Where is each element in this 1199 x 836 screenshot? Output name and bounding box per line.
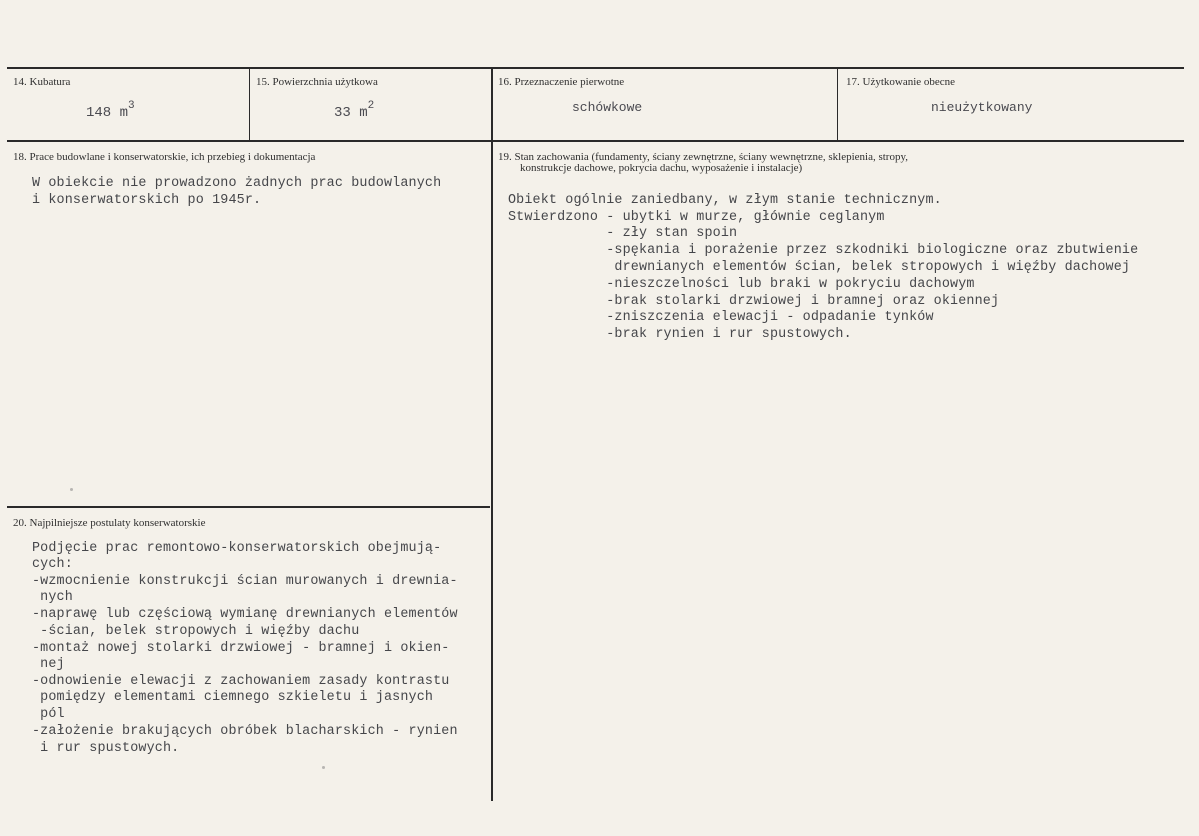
postulaty-line-9: -odnowienie elewacji z zachowaniem zasady kontrastu [32,674,450,689]
postulaty-line-11: pól [32,707,65,722]
top-col-divider-1 [249,68,250,140]
stan-zachowania-label-line-2: konstrukcje dachowe, pokrycia dachu, wyposażenie i instalacje) [520,162,803,174]
stan-zachowania-line-9: -brak rynien i rur spustowych. [508,327,852,342]
postulaty-line-12: -założenie brakujących obróbek blacharskich - rynien [32,724,458,739]
scan-speck [70,488,73,491]
stan-zachowania-line-8: -zniszczenia elewacji - odpadanie tynków [508,310,934,325]
uzytkowanie-label: 17. Użytkowanie obecne [846,76,956,88]
postulaty-line-2: cych: [32,557,73,572]
kubatura-label: 14. Kubatura [13,76,71,88]
postulaty-line-7: -montaż nowej stolarki drzwiowej - bramnej i okien- [32,641,450,656]
left-column-divider-rule [7,506,490,508]
postulaty-label: 20. Najpilniejsze postulaty konserwatorskie [13,517,206,529]
row-divider-rule [7,140,1184,142]
prace-budowlane-label: 18. Prace budowlane i konserwatorskie, ich przebieg i dokumentacja [13,151,316,163]
stan-zachowania-line-7: -brak stolarki drzwiowej i bramnej oraz okiennej [508,294,1000,309]
kubatura-value-text: 148 m [86,105,129,121]
postulaty-line-13: i rur spustowych. [32,741,180,756]
postulaty-line-8: nej [32,657,65,672]
scan-speck [322,766,325,769]
stan-zachowania-label-line-1: 19. Stan zachowania (fundamenty, ściany zewnętrzne, ściany wewnętrzne, sklepienia, stropy, [498,151,909,163]
postulaty-line-1: Podjęcie prac remontowo-konserwatorskich obejmują- [32,541,442,556]
top-col-divider-3 [837,68,838,140]
uzytkowanie-value: nieużytkowany [931,100,1033,115]
stan-zachowania-line-2: Stwierdzono - ubytki w murze, głównie ceglanym [508,210,885,225]
kubatura-unit-exponent: 3 [128,100,135,112]
stan-zachowania-line-4: -spękania i porażenie przez szkodniki biologiczne oraz zbutwienie [508,243,1139,258]
prace-budowlane-line-2: i konserwatorskich po 1945r. [32,193,262,208]
postulaty-line-4: nych [32,590,73,605]
przeznaczenie-label: 16. Przeznaczenie pierwotne [498,76,625,88]
powierzchnia-label: 15. Powierzchnia użytkowa [256,76,378,88]
stan-zachowania-line-5: drewnianych elementów ścian, belek stropowych i więźby dachowej [508,260,1131,275]
powierzchnia-value [334,100,374,121]
kubatura-value [86,100,135,121]
stan-zachowania-line-1: Obiekt ogólnie zaniedbany, w złym stanie technicznym. [508,193,942,208]
postulaty-line-5: -naprawę lub częściową wymianę drewnianych elementów [32,607,458,622]
postulaty-line-10: pomiędzy elementami ciemnego szkieletu i jasnych [32,690,434,705]
powierzchnia-value-text: 33 m [334,105,368,121]
prace-budowlane-line-1: W obiekcie nie prowadzono żadnych prac budowlanych [32,176,442,191]
postulaty-line-3: -wzmocnienie konstrukcji ścian murowanych i drewnia- [32,574,458,589]
powierzchnia-unit-exponent: 2 [367,100,375,112]
stan-zachowania-line-3: - zły stan spoin [508,226,738,241]
stan-zachowania-line-6: -nieszczelności lub braki w pokryciu dachowym [508,277,975,292]
przeznaczenie-value: schówkowe [572,100,643,115]
postulaty-line-6: -ścian, belek stropowych i więźby dachu [32,624,360,639]
main-col-divider [491,68,493,801]
top-rule [7,67,1184,69]
